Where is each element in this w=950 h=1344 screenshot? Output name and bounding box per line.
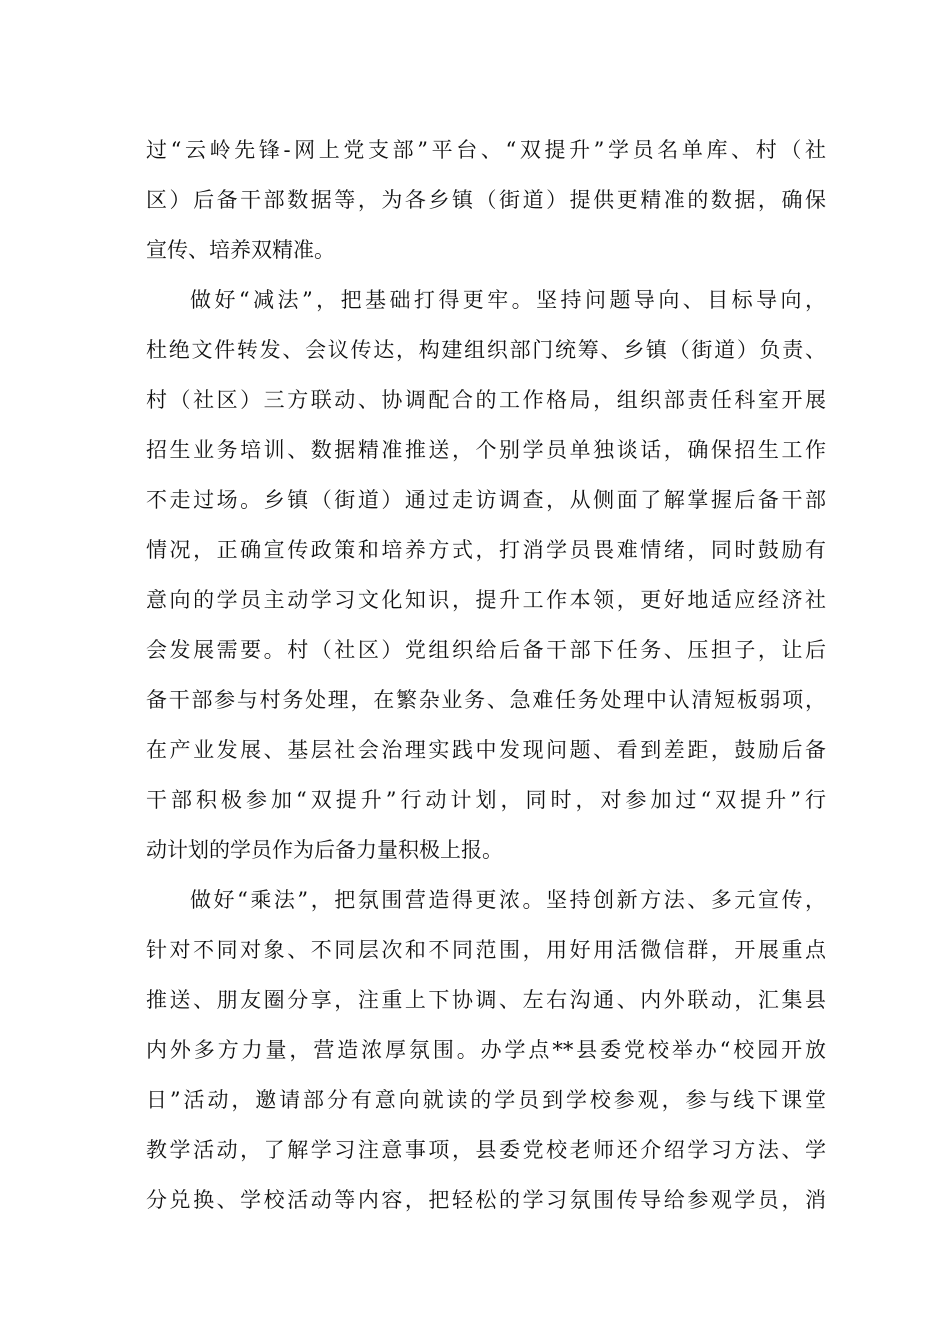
text-line: 杜绝文件转发、会议传达，构建组织部门统筹、乡镇（街道）负责、 xyxy=(146,338,826,362)
text-line: 动计划的学员作为后备力量积极上报。 xyxy=(146,838,503,862)
text-line: 会发展需要。村（社区）党组织给后备干部下任务、压担子，让后 xyxy=(146,638,826,662)
text-line: 意向的学员主动学习文化知识，提升工作本领，更好地适应经济社 xyxy=(146,588,826,612)
text-line: 推送、朋友圈分享，注重上下协调、左右沟通、内外联动，汇集县 xyxy=(146,988,826,1012)
text-line: 日”活动，邀请部分有意向就读的学员到学校参观，参与线下课堂 xyxy=(146,1088,826,1112)
text-line: 在产业发展、基层社会治理实践中发现问题、看到差距，鼓励后备 xyxy=(146,738,826,762)
paragraph-first-line: 做好“减法”，把基础打得更牢。坚持问题导向、目标导向， xyxy=(190,288,826,312)
text-line: 招生业务培训、数据精准推送，个别学员单独谈话，确保招生工作 xyxy=(146,438,826,462)
text-line: 过“云岭先锋-网上党支部”平台、“双提升”学员名单库、村（社 xyxy=(146,138,826,162)
text-line: 不走过场。乡镇（街道）通过走访调查，从侧面了解掌握后备干部 xyxy=(146,488,826,512)
text-line: 宣传、培养双精准。 xyxy=(146,238,335,262)
text-line: 备干部参与村务处理，在繁杂业务、急难任务处理中认清短板弱项， xyxy=(146,688,826,712)
text-line: 针对不同对象、不同层次和不同范围，用好用活微信群，开展重点 xyxy=(146,938,826,962)
paragraph-first-line: 做好“乘法”，把氛围营造得更浓。坚持创新方法、多元宣传， xyxy=(190,888,826,912)
text-line: 教学活动，了解学习注意事项，县委党校老师还介绍学习方法、学 xyxy=(146,1138,826,1162)
text-line: 内外多方力量，营造浓厚氛围。办学点**县委党校举办“校园开放 xyxy=(146,1038,826,1062)
text-line: 村（社区）三方联动、协调配合的工作格局，组织部责任科室开展 xyxy=(146,388,826,412)
text-line: 区）后备干部数据等，为各乡镇（街道）提供更精准的数据，确保 xyxy=(146,188,826,212)
text-line: 分兑换、学校活动等内容，把轻松的学习氛围传导给参观学员，消 xyxy=(146,1188,826,1212)
text-line: 干部积极参加“双提升”行动计划，同时，对参加过“双提升”行 xyxy=(146,788,826,812)
text-line: 情况，正确宣传政策和培养方式，打消学员畏难情绪，同时鼓励有 xyxy=(146,538,826,562)
